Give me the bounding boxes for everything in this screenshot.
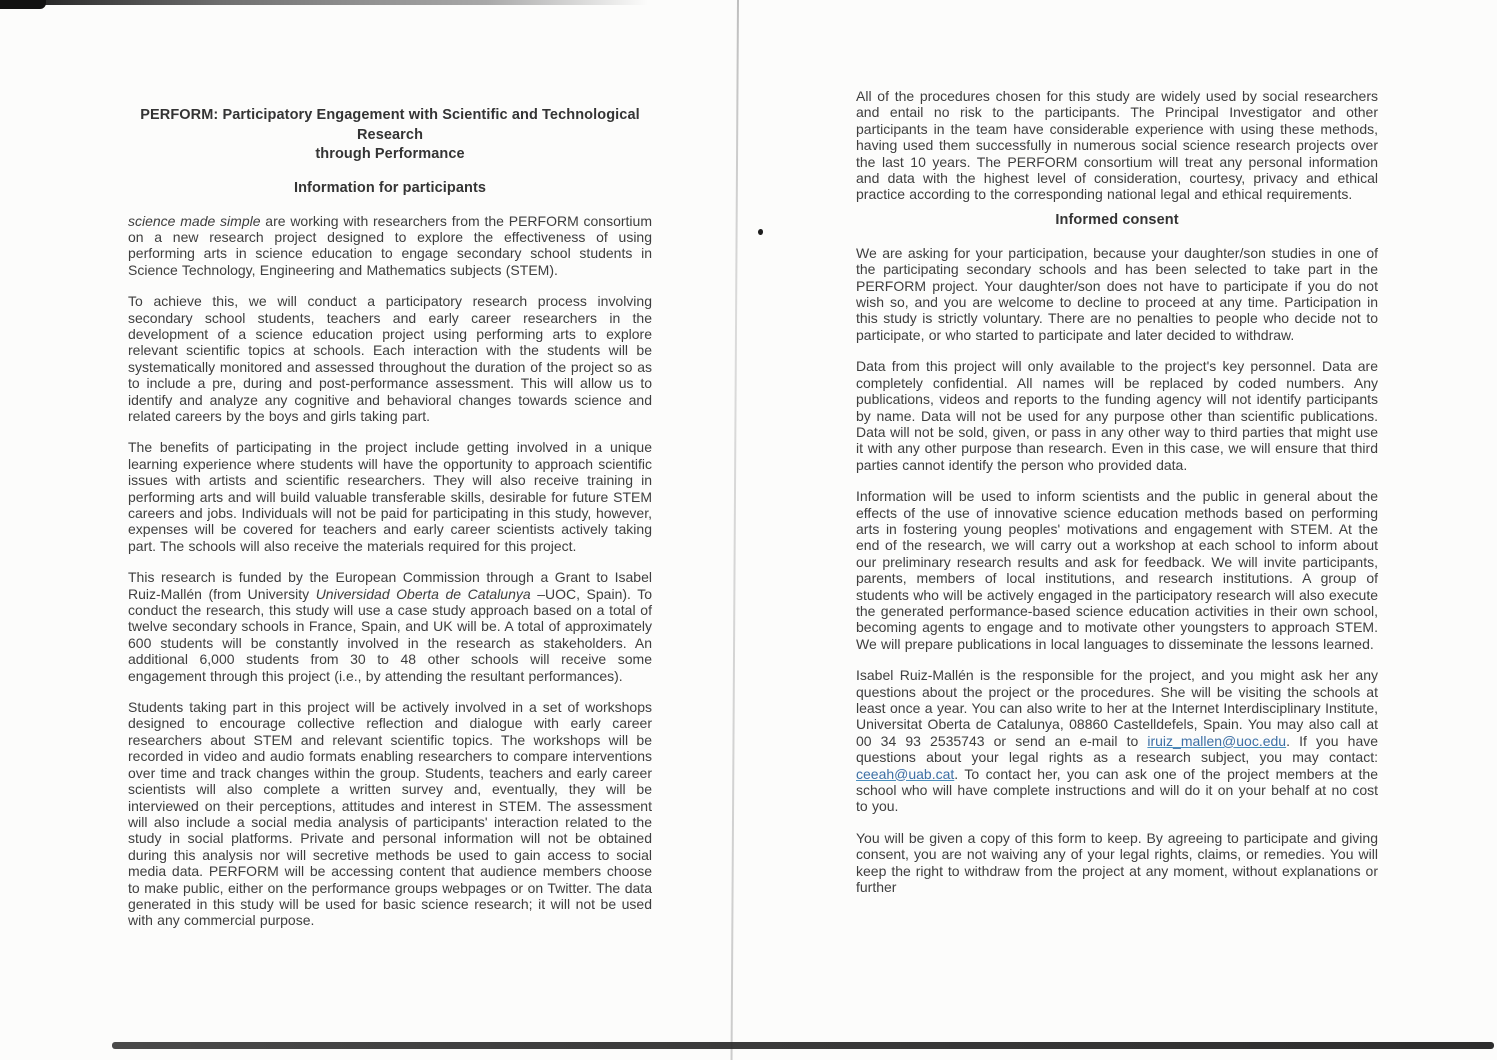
text-segment: Students taking part in this project will be actively involved in a set of workshops designed to encourage collective reflection and dialogue with early career researchers about STEM and relevant scientific topics. The workshops will be recorded in video and audio formats enabling researchers to compare interventions over time and track changes within the group. Students, teachers and early career scientists will also complete a written survey and, eventually, they will be interviewed on their perceptions, attitudes and interest in STEM. The assessment will also include a social media analysis of participants' interaction related to the study in social platforms. Private and personal information will not be obtained during this analysis nor will secretive methods be used to gain access to social media data. PERFORM will be accessing content that audience members choose to make public, either on the performance groups webpages or on Twitter. The data generated in this study will be used for basic science research; it will not be used with any commercial purpose. [128,699,652,929]
ink-speck [758,229,763,235]
paragraph [856,245,1378,343]
scan-corner-blob [0,0,46,9]
text-segment: This research is funded by the European Commission through a Grant to Isabel Ruiz-Mallén (from University [128,569,652,602]
text-segment: Data from this project will only available to the project's key personnel. Data are completely confidential. All names will be replaced by coded numbers. Any publications, videos and reports to the funding agency will not identify participants by name. Data will not be used for any purpose other than scientific publications. Data will not be sold, given, or pass in any other way to third parties that might use it with any other purpose than research. Even in this case, we will ensure that third parties cannot identify the person who provided data. [856,358,1378,473]
right-page-paragraphs [856,245,1378,896]
left-page-column [128,106,652,929]
section-heading-informed-consent: Informed consent [1055,211,1179,228]
text-segment: science made simple [128,212,261,229]
paragraph [856,88,1378,203]
page-fold-line [731,0,739,1060]
paragraph [856,667,1378,815]
text-segment: All of the procedures chosen for this study are widely used by social researchers and entail no risk to the participants. The Principal Investigator and other participants in the team have considerable experience with using these methods, having used them successfully in numerous social science research projects over the last 10 years. The PERFORM consortium will treat any personal information and data with the highest level of consideration, courtesy, privacy and ethical practice according to the corresponding national legal and ethical requirements. [856,88,1378,203]
text-segment: The benefits of participating in the project include getting involved in a unique learning experience where students will have the opportunity to approach scientific issues with artists and scientific researchers. They will also receive training in performing arts and will build valuable transferable skills, desirable for future STEM careers and jobs. Individuals will not be paid for participating in this study, however, expenses will be covered for teachers and early career scientists actively taking part. The schools will also receive the materials required for this project. [128,439,652,554]
text-segment: . To contact her, you can ask one of the project members at the school who will have complete instructions and will do it on your behalf at no cost to you. [856,765,1378,815]
text-segment: Universidad Oberta de Catalunya [315,585,531,602]
text-segment: To achieve this, we will conduct a participatory research process involving secondary school students, teachers and early career researchers in the development of a science education project using performing arts to explore relevant scientific topics at schools. Each interaction with the students will be systematically monitored and assessed throughout the duration of the project so as to include a pre, during and post-performance assessment. This will allow us to identify and analyze any cognitive and behavioral changes towards science and related careers by the boys and girls taking part. [128,293,652,424]
left-page-paragraphs [128,213,652,929]
text-segment: –UOC, Spain). To conduct the research, this study will use a case study approach based on a total of twelve secondary schools in France, Spain, and UK will be. A total of approximately 600 students will be constantly involved in the research as stakeholders. An additional 6,000 students from 30 to 48 other schools will receive some engagement through this project (i.e., by attending the resultant performances). [128,585,652,684]
section-heading-information-for-participants: Information for participants [293,179,487,196]
email-link[interactable]: ceeah@uab.cat [856,765,955,782]
paragraph [128,439,652,554]
right-page-paragraphs-top [856,88,1378,203]
scan-edge-top [0,0,648,5]
text-segment: You will be given a copy of this form to keep. By agreeing to participate and giving consent, you are not waiving any of your legal rights, claims, or remedies. You will keep the right to withdraw from the project at any moment, without explanations or further [856,829,1378,896]
text-segment: We are asking for your participation, because your daughter/son studies in one of the participating secondary schools and has been selected to take part in the PERFORM project. Your daughter/son does not have to participate if you do not wish so, and you are welcome to decline to proceed at any time. Participation in this study is strictly voluntary. There are no penalties to people who decide not to participate, or who started to participate and later decided to withdraw. [856,244,1378,343]
email-link[interactable]: iruiz_mallen@uoc.edu [1147,732,1287,749]
document-title-line1: PERFORM: Participatory Engagement with Scientific and Technological Research [140,107,640,143]
paragraph [856,830,1378,896]
document-title-line2: through Performance [315,146,465,162]
text-segment: Isabel Ruiz-Mallén is the responsible for the project, and you might ask her any questions about the project or the procedures. She will be visiting the schools at least once a year. You can also write to her at the Internet Interdisciplinary Institute, Universitat Oberta de Catalunya, 08860 Castelldefels, Spain. You may also call at 00 34 93 2535743 or send an e-mail to [856,667,1378,749]
paragraph [128,293,652,424]
text-segment: . If you have questions about your legal rights as a research subject, you may contact: [856,732,1379,766]
text-segment: Information will be used to inform scientists and the public in general about the effects of the use of innovative science education methods based on performing arts in fostering young peoples' motivations and engagement with STEM. At the end of the research, we will carry out a workshop at each school to inform about our preliminary research results and ask for feedback. We will invite participants, parents, members of local institutions, and research institutions. A group of students who will be actively engaged in the participatory research will also execute the generated performance-based science education activities in their own school, becoming agents to engage and to motivate other youngsters to approach STEM. We will prepare publications in local languages to disseminate the lessons learned. [856,488,1378,652]
scan-edge-bottom [112,1042,1494,1049]
text-segment: are working with researchers from the PERFORM consortium on a new research project designed to explore the effectiveness of using performing arts in science education to engage secondary school students in Science Technology, Engineering and Mathematics subjects (STEM). [128,212,652,278]
paragraph [856,358,1378,473]
paragraph [128,699,652,929]
document-title [128,106,652,165]
paragraph [856,488,1378,652]
paragraph [128,569,652,684]
right-page-column [856,88,1378,895]
paragraph [128,213,652,279]
